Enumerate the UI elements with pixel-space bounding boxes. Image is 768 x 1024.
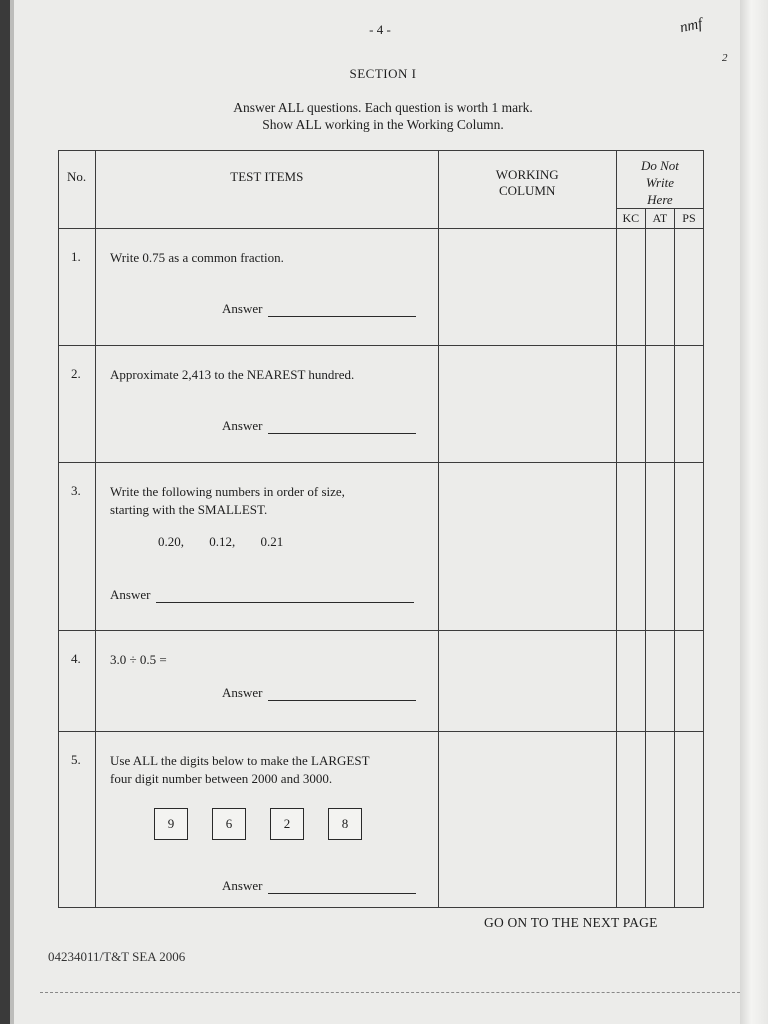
question-row bbox=[59, 346, 704, 463]
question-number: 5. bbox=[59, 732, 96, 908]
section-title: SECTION I bbox=[349, 66, 417, 81]
kc-cell bbox=[616, 732, 645, 908]
at-cell bbox=[645, 631, 674, 732]
exam-page bbox=[10, 0, 745, 1024]
question-text-cell bbox=[96, 631, 439, 732]
ps-cell bbox=[674, 229, 703, 346]
answer-blank[interactable] bbox=[268, 881, 416, 894]
question-row bbox=[59, 229, 704, 346]
header-row bbox=[59, 151, 704, 209]
working-cell[interactable] bbox=[438, 463, 616, 631]
go-on-next-page: GO ON TO THE NEXT PAGE bbox=[484, 915, 658, 930]
header-working-line-1: WORKING bbox=[495, 167, 559, 182]
subheader-at: AT bbox=[645, 209, 674, 229]
answer-label: Answer bbox=[222, 878, 263, 893]
question-text-line-2: four digit number between 2000 and 3000. bbox=[110, 771, 333, 786]
question-text-cell bbox=[96, 346, 439, 463]
ps-cell bbox=[674, 463, 703, 631]
answer-line bbox=[222, 301, 416, 317]
header-do-not-write-here bbox=[616, 151, 703, 209]
subheader-ps: PS bbox=[674, 209, 703, 229]
answer-blank[interactable] bbox=[156, 590, 414, 603]
question-row bbox=[59, 732, 704, 908]
paper-code: 04234011/T&T SEA 2006 bbox=[48, 949, 186, 964]
question-number: 4. bbox=[59, 631, 96, 732]
digit-box: 2 bbox=[270, 808, 304, 840]
handwritten-initials: nmf bbox=[678, 15, 704, 37]
digit-box: 9 bbox=[154, 808, 188, 840]
answer-label: Answer bbox=[110, 587, 151, 602]
at-cell bbox=[645, 463, 674, 631]
answer-blank[interactable] bbox=[268, 688, 416, 701]
working-cell[interactable] bbox=[438, 631, 616, 732]
number-item: 0.21 bbox=[260, 534, 284, 549]
answer-label: Answer bbox=[222, 685, 263, 700]
digit-boxes bbox=[154, 808, 362, 840]
scan-artifact-line bbox=[40, 992, 740, 993]
answer-label: Answer bbox=[222, 418, 263, 433]
dnw-line-2: Write bbox=[645, 175, 674, 190]
ps-cell bbox=[674, 346, 703, 463]
page-number: - 4 - bbox=[369, 22, 391, 37]
question-text-line-2: starting with the SMALLEST. bbox=[110, 502, 268, 517]
page-edge bbox=[10, 0, 14, 1024]
working-cell[interactable] bbox=[438, 732, 616, 908]
answer-blank[interactable] bbox=[268, 421, 416, 434]
question-text-cell bbox=[96, 463, 439, 631]
answer-line bbox=[222, 878, 416, 894]
question-number: 2. bbox=[59, 346, 96, 463]
header-working-line-2: COLUMN bbox=[499, 183, 556, 198]
digit-box: 8 bbox=[328, 808, 362, 840]
dnw-line-3: Here bbox=[647, 192, 673, 207]
working-cell[interactable] bbox=[438, 346, 616, 463]
answer-blank[interactable] bbox=[268, 304, 416, 317]
dnw-line-1: Do Not bbox=[640, 158, 679, 173]
question-row bbox=[59, 463, 704, 631]
number-item: 0.20, bbox=[158, 534, 185, 549]
instruction-line-2: Show ALL working in the Working Column. bbox=[262, 117, 504, 132]
digit-box: 6 bbox=[212, 808, 246, 840]
header-test-items: TEST ITEMS bbox=[96, 151, 439, 229]
header-working-column bbox=[438, 151, 616, 229]
answer-line bbox=[222, 685, 416, 701]
answer-line bbox=[222, 418, 416, 434]
kc-cell bbox=[616, 631, 645, 732]
answer-line bbox=[110, 587, 414, 603]
question-number: 1. bbox=[59, 229, 96, 346]
question-text-cell bbox=[96, 229, 439, 346]
ps-cell bbox=[674, 631, 703, 732]
at-cell bbox=[645, 346, 674, 463]
question-text: Approximate 2,413 to the NEAREST hundred. bbox=[110, 367, 355, 382]
test-items-table bbox=[58, 150, 704, 908]
kc-cell bbox=[616, 229, 645, 346]
header-no: No. bbox=[59, 151, 96, 229]
instruction-line-1: Answer ALL questions. Each question is worth 1 mark. bbox=[233, 100, 533, 115]
number-item: 0.12, bbox=[209, 534, 236, 549]
question-text: 3.0 ÷ 0.5 = bbox=[110, 652, 167, 667]
question-text-line-1: Use ALL the digits below to make the LARGEST bbox=[110, 753, 370, 768]
question-text-line-1: Write the following numbers in order of size, bbox=[110, 484, 345, 499]
question-text: Write 0.75 as a common fraction. bbox=[110, 250, 284, 265]
at-cell bbox=[645, 732, 674, 908]
subheader-kc: KC bbox=[616, 209, 645, 229]
working-cell[interactable] bbox=[438, 229, 616, 346]
numbers-to-order bbox=[110, 533, 432, 551]
question-text-cell bbox=[96, 732, 439, 908]
question-number: 3. bbox=[59, 463, 96, 631]
corner-mark: 2 bbox=[722, 52, 728, 64]
kc-cell bbox=[616, 463, 645, 631]
kc-cell bbox=[616, 346, 645, 463]
page-shadow bbox=[740, 0, 768, 1024]
question-row bbox=[59, 631, 704, 732]
at-cell bbox=[645, 229, 674, 346]
answer-label: Answer bbox=[222, 301, 263, 316]
ps-cell bbox=[674, 732, 703, 908]
